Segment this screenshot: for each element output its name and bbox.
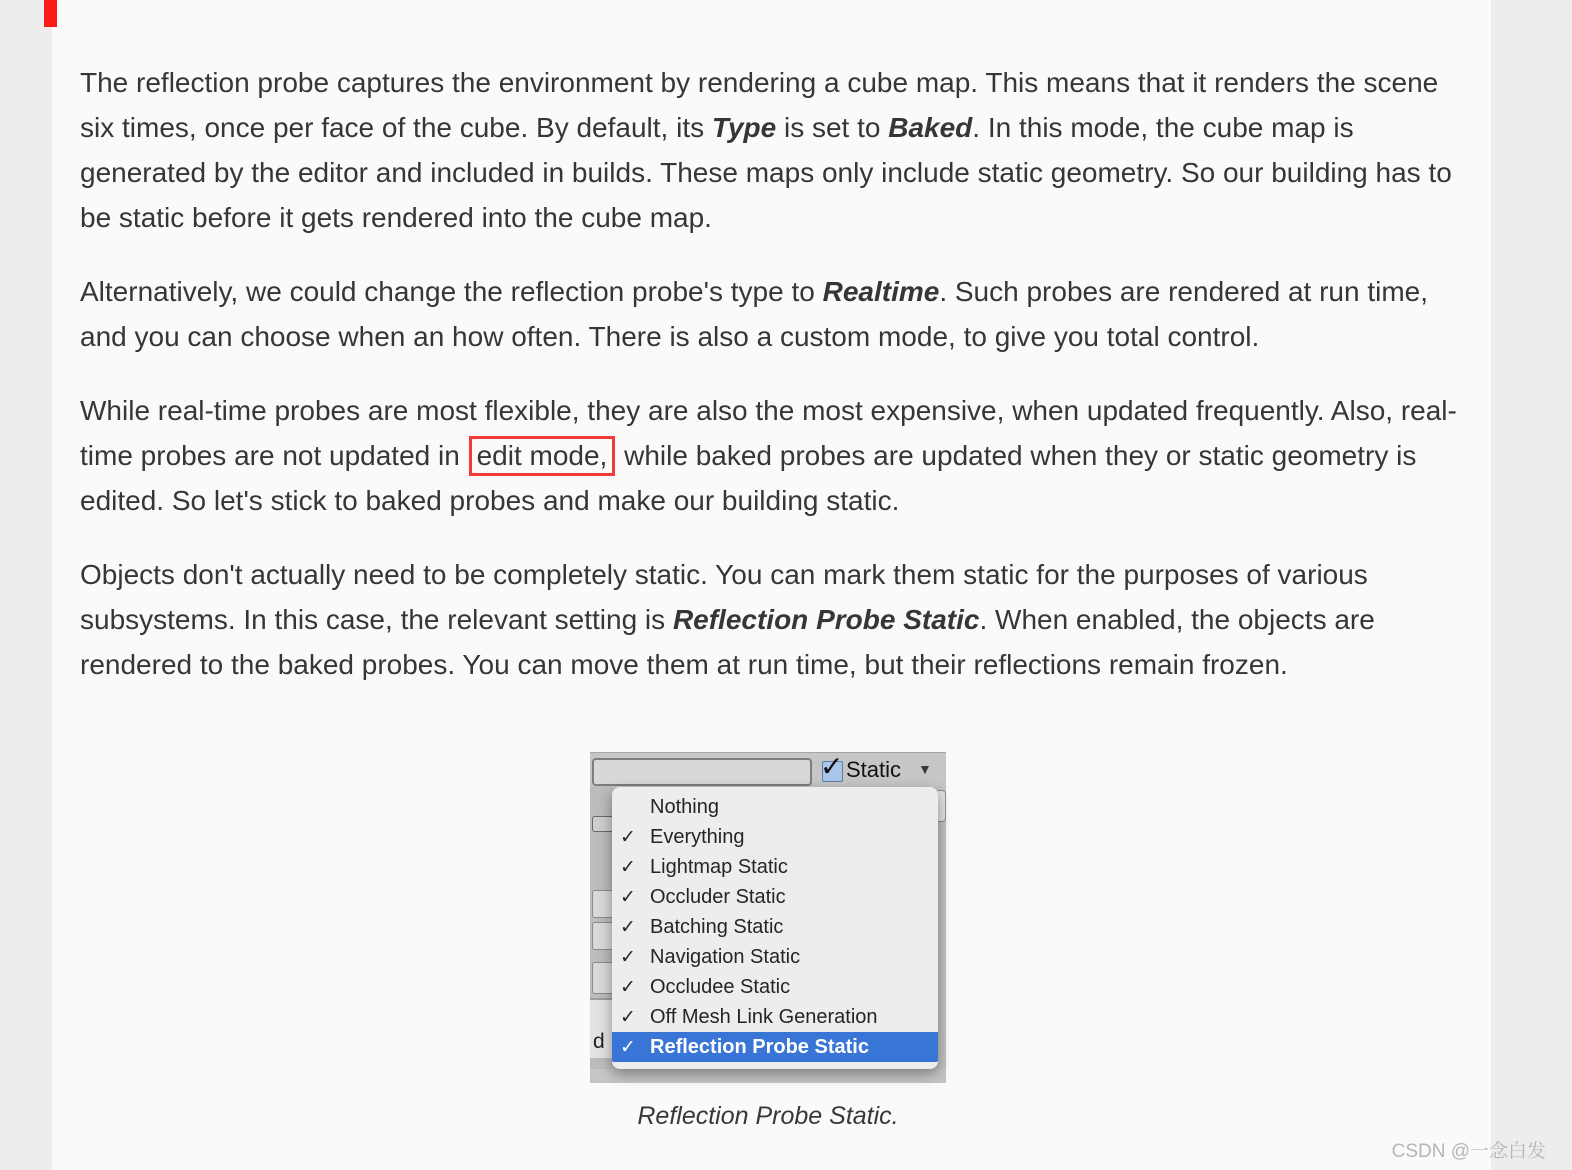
menu-item-label: Navigation Static — [650, 945, 801, 968]
left-page-margin — [0, 0, 52, 1170]
check-icon: ✓ — [620, 916, 636, 938]
menu-item-nothing[interactable] — [612, 792, 938, 822]
unity-static-dropdown-screenshot[interactable] — [590, 752, 946, 1083]
text-run: while baked probes are updated when they or static geometry is edited. So let's stick to baked probes and make our building static. — [80, 440, 1417, 516]
text-run: . Such probes are rendered at run time, and you can choose when an how often. There is also a custom mode, to give you total control. — [80, 276, 1429, 352]
menu-item-label: Occluder Static — [650, 885, 786, 908]
menu-item-label: Everything — [650, 825, 745, 848]
red-highlight-box: edit mode, — [469, 436, 616, 476]
menu-item-off-mesh-link-generation[interactable] — [612, 1002, 938, 1032]
text-run: Objects don't actually need to be completely static. You can mark them static for the purposes of various subsystems. In this case, the relevant setting is — [80, 559, 1368, 635]
static-flags-menu — [612, 787, 938, 1069]
check-icon: ✓ — [620, 856, 636, 878]
figure-caption: Reflection Probe Static. — [637, 1102, 899, 1130]
text-run: . In this mode, the cube map is generated by the editor and included in builds. These maps only include static geometry. So our building has to be static before it gets rendered into the cube map. — [80, 112, 1452, 233]
article-body — [80, 60, 1464, 716]
check-icon: ✓ — [620, 946, 636, 968]
paragraph — [80, 552, 1464, 687]
occluded-label-fragment: d — [593, 1030, 605, 1053]
csdn-watermark: CSDN @一念白发 — [1391, 1141, 1546, 1162]
menu-item-navigation-static[interactable] — [612, 942, 938, 972]
menu-item-label: Batching Static — [650, 915, 784, 938]
menu-item-everything[interactable] — [612, 822, 938, 852]
menu-item-occluder-static[interactable] — [612, 882, 938, 912]
menu-item-occludee-static[interactable] — [612, 972, 938, 1002]
paragraph — [80, 388, 1464, 523]
check-icon: ✓ — [620, 1006, 636, 1028]
emphasized-term: Baked — [888, 112, 973, 143]
static-label: Static — [846, 757, 902, 782]
checkmark-icon: ✓ — [820, 751, 844, 782]
chevron-down-icon[interactable]: ▼ — [918, 761, 932, 777]
occluded-inspector-right — [938, 786, 946, 1083]
paragraph — [80, 269, 1464, 359]
emphasized-term: Reflection Probe Static — [672, 604, 980, 635]
static-checkbox[interactable] — [820, 751, 844, 782]
text-run: While real-time probes are most flexible, they are also the most expensive, when updated frequently. Also, real-time probes are not updated in — [80, 395, 1457, 471]
text-run: is set to — [776, 112, 889, 143]
check-icon: ✓ — [620, 976, 636, 998]
text-run: The reflection probe captures the environment by rendering a cube map. This means that it renders the scene six times, once per face of the cube. By default, its — [80, 67, 1439, 143]
occluded-control — [592, 816, 612, 832]
emphasized-term: Type — [711, 112, 777, 143]
right-page-margin — [1491, 0, 1572, 1170]
text-run: . When enabled, the objects are rendered to the baked probes. You can move them at run time, but their reflections remain frozen. — [80, 604, 1375, 680]
menu-item-label: Reflection Probe Static — [650, 1035, 869, 1058]
check-icon: ✓ — [620, 826, 636, 848]
red-corner-marker — [44, 0, 57, 27]
occluded-control — [938, 790, 946, 822]
occluded-control — [592, 890, 612, 918]
occluded-inspector-left — [590, 786, 612, 1083]
object-name-field[interactable] — [592, 758, 812, 786]
occluded-control — [592, 922, 612, 950]
menu-item-lightmap-static[interactable] — [612, 852, 938, 882]
occluded-inspector-bottom — [590, 1069, 946, 1083]
menu-item-reflection-probe-static[interactable] — [612, 1032, 938, 1062]
menu-item-label: Occludee Static — [650, 975, 791, 998]
menu-item-batching-static[interactable] — [612, 912, 938, 942]
menu-item-label: Nothing — [650, 795, 719, 818]
inspector-header — [590, 752, 946, 787]
check-icon: ✓ — [620, 1036, 636, 1058]
menu-item-label: Off Mesh Link Generation — [650, 1005, 878, 1028]
text-run: Alternatively, we could change the reflection probe's type to — [80, 276, 823, 307]
occluded-control — [592, 962, 612, 994]
menu-item-label: Lightmap Static — [650, 855, 788, 878]
paragraph — [80, 60, 1464, 240]
emphasized-term: Realtime — [822, 276, 940, 307]
check-icon: ✓ — [620, 886, 636, 908]
